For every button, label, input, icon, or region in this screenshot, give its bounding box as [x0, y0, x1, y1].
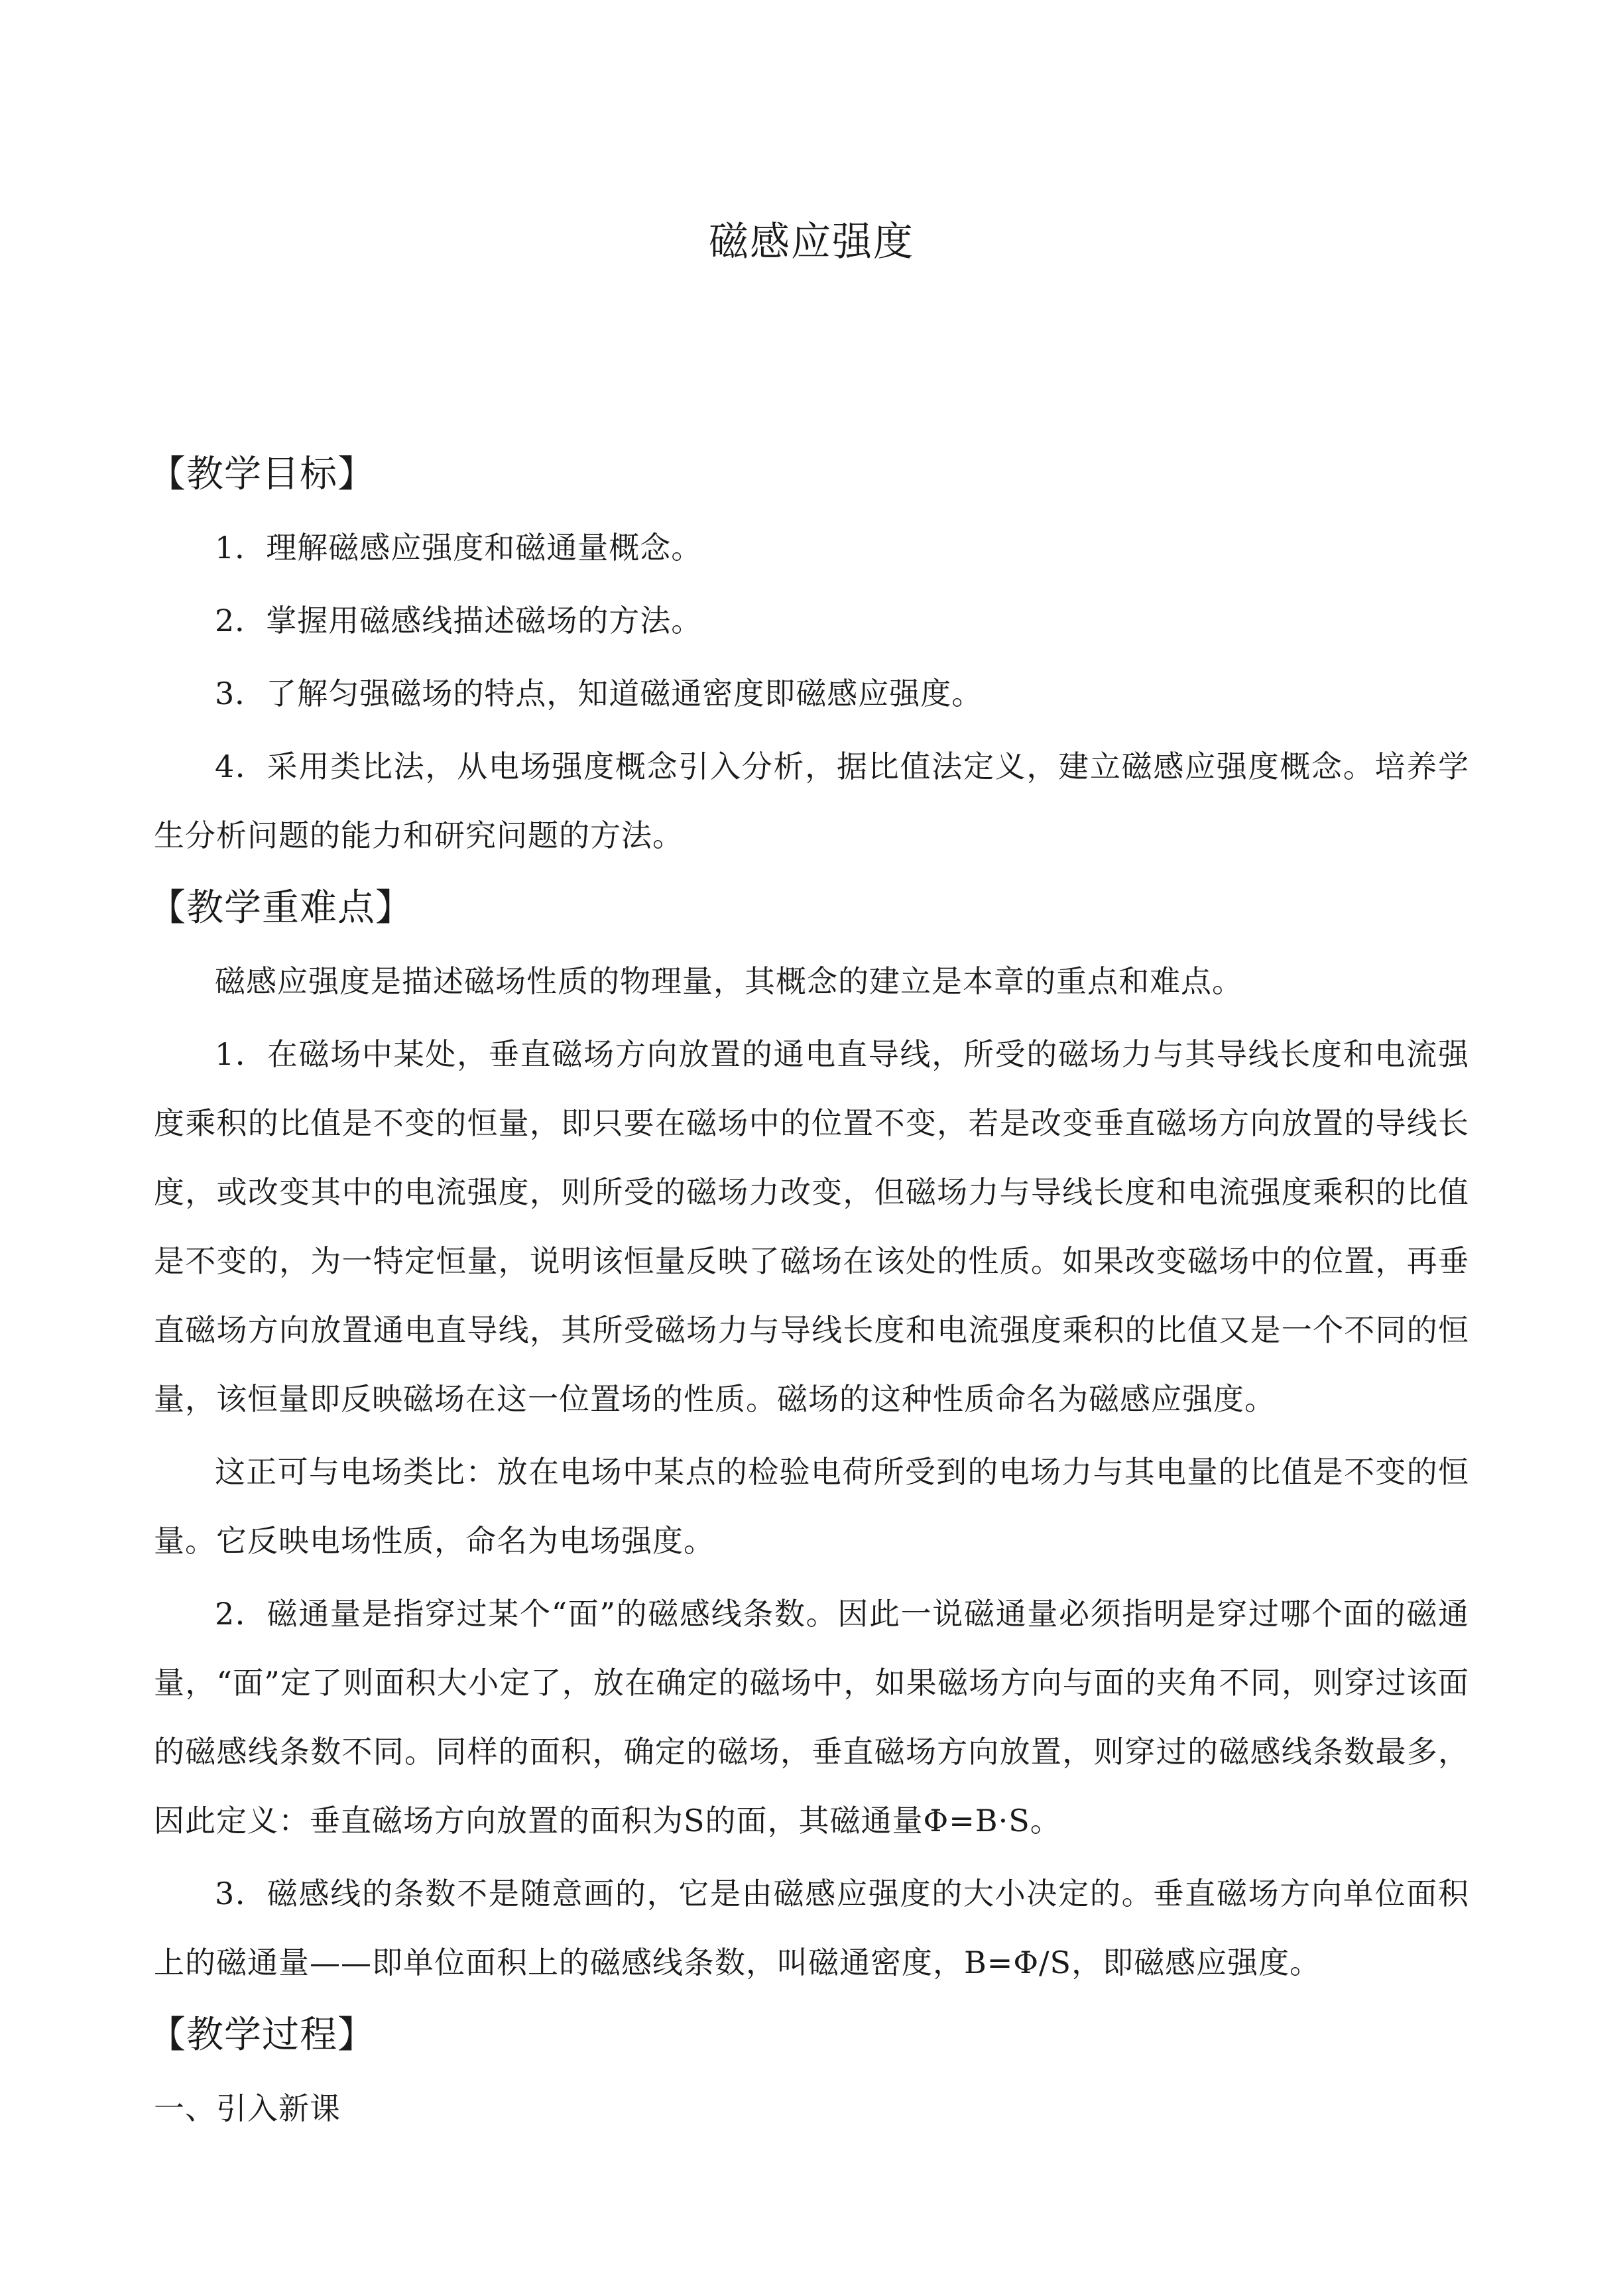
key-point-analogy: 这正可与电场类比：放在电场中某点的检验电荷所受到的电场力与其电量的比值是不变的恒量。它反映电场性质，命名为电场强度。: [154, 1454, 1469, 1559]
section-heading-process: 【教学过程】: [149, 2014, 375, 2057]
document-body: [149, 438, 1469, 2147]
key-point-2: 2．磁通量是指穿过某个“面”的磁感线条数。因此一说磁通量必须指明是穿过哪个面的磁通量，“面”定了则面积大小定了，放在确定的磁场中，如果磁场方向与面的夹角不同，则穿过该面的磁感线条数不同。同样的面积，确定的磁场，垂直磁场方向放置，则穿过的磁感线条数最多，因此定义：垂直磁场方向放置的面积为S的面，其磁通量Φ=B·S。: [154, 1596, 1469, 1839]
key-points-intro: 磁感应强度是描述磁场性质的物理量，其概念的建立是本章的重点和难点。: [215, 963, 1243, 999]
key-point-3: 3．磁感线的条数不是随意画的，它是由磁感应强度的大小决定的。垂直磁场方向单位面积上的磁通量——即单位面积上的磁感线条数，叫磁通密度，B=Φ/S，即磁感应强度。: [154, 1876, 1469, 1980]
section-heading-key-points: 【教学重难点】: [149, 886, 413, 930]
process-subheading-1: 一、引入新课: [154, 2090, 341, 2126]
page-title: 磁感应强度: [709, 219, 914, 265]
goal-item-4: 4．采用类比法，从电场强度概念引入分析，据比值法定义，建立磁感应强度概念。培养学生分析问题的能力和研究问题的方法。: [154, 749, 1469, 853]
goal-item-1: 1．理解磁感应强度和磁通量概念。: [215, 530, 703, 566]
goal-item-2: 2．掌握用磁感线描述磁场的方法。: [215, 603, 703, 638]
section-heading-goals: 【教学目标】: [149, 453, 375, 496]
goal-item-3: 3．了解匀强磁场的特点，知道磁通密度即磁感应强度。: [215, 676, 983, 711]
key-point-1: 1．在磁场中某处，垂直磁场方向放置的通电直导线，所受的磁场力与其导线长度和电流强度乘积的比值是不变的恒量，即只要在磁场中的位置不变，若是改变垂直磁场方向放置的导线长度，或改变其中的电流强度，则所受的磁场力改变，但磁场力与导线长度和电流强度乘积的比值是不变的，为一特定恒量，说明该恒量反映了磁场在该处的性质。如果改变磁场中的位置，再垂直磁场方向放置通电直导线，其所受磁场力与导线长度和电流强度乘积的比值又是一个不同的恒量，该恒量即反映磁场在这一位置场的性质。磁场的这种性质命名为磁感应强度。: [154, 1036, 1469, 1417]
